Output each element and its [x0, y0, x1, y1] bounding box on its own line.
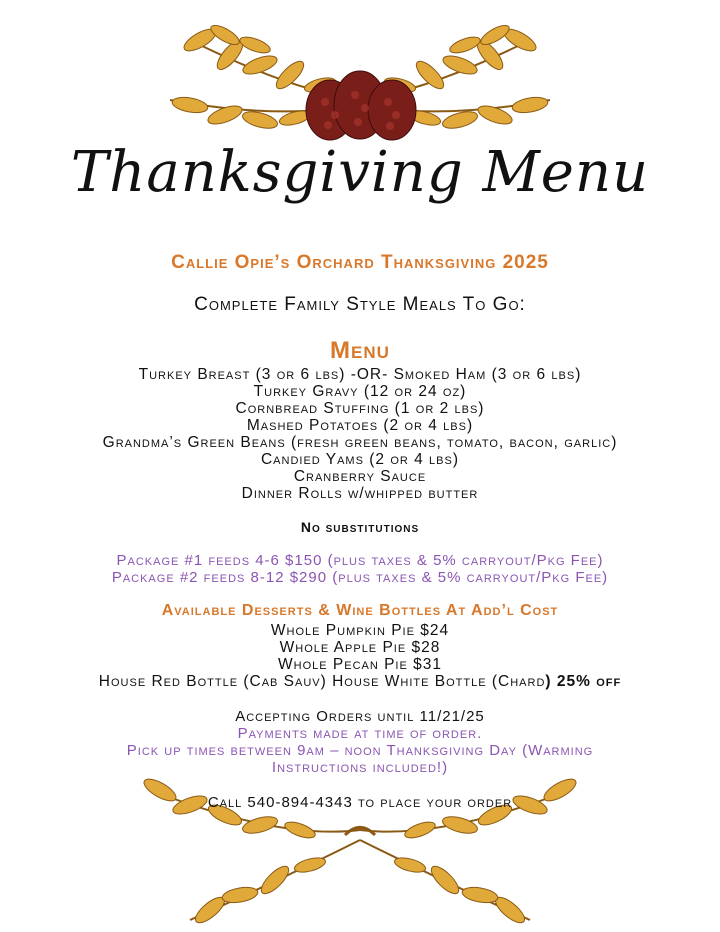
dessert-list [0, 622, 720, 690]
page-title: Thanksgiving Menu [70, 140, 650, 205]
menu-item: Mashed Potatoes (2 or 4 lbs) [246, 417, 474, 434]
package-item: Package #1 feeds 4-6 $150 (plus taxes & 5% carryout/Pkg Fee) [116, 552, 604, 569]
order-info [0, 708, 720, 776]
dessert-item: Whole Pecan Pie $31 [278, 656, 442, 673]
menu-item: Grandma’s Green Beans (fresh green beans, tomato, bacon, garlic) [102, 434, 618, 451]
pickup-note: Pick up times between 9am – noon Thanksgiving Day (Warming [126, 742, 594, 759]
order-deadline: Accepting Orders until 11/21/25 [235, 708, 485, 725]
package-list [0, 552, 720, 586]
wine-item [0, 673, 720, 690]
package-item: Package #2 feeds 8-12 $290 (plus taxes & 5% carryout/Pkg Fee) [111, 569, 609, 586]
wine-discount: ) 25% off [545, 673, 622, 690]
menu-item: Turkey Breast (3 or 6 lbs) -OR- Smoked Ham (3 or 6 lbs) [138, 366, 582, 383]
no-substitutions-note: No substitutions [300, 519, 420, 535]
dessert-item: Whole Pumpkin Pie $24 [270, 622, 450, 639]
pickup-note-continued: Instructions included!) [271, 759, 449, 776]
menu-item: Dinner Rolls w/whipped butter [241, 485, 479, 502]
call-to-order: Call 540-894-4343 to place your order [207, 794, 513, 811]
menu-item: Cornbread Stuffing (1 or 2 lbs) [235, 400, 485, 417]
menu-item: Candied Yams (2 or 4 lbs) [260, 451, 460, 468]
menu-item: Cranberry Sauce [293, 468, 427, 485]
menu-heading: Menu [330, 337, 390, 364]
subtitle: Callie Opie’s Orchard Thanksgiving 2025 [171, 252, 549, 273]
dessert-item: Whole Apple Pie $28 [279, 639, 441, 656]
wine-text: House Red Bottle (Cab Sauv) House White Bottle (Chard [98, 673, 546, 690]
desserts-heading: Available Desserts & Wine Bottles At Add’l Cost [161, 602, 559, 619]
menu-item: Turkey Gravy (12 or 24 oz) [253, 383, 467, 400]
payment-note: Payments made at time of order. [237, 725, 483, 742]
meals-heading: Complete Family Style Meals To Go: [194, 294, 526, 315]
menu-item-list [0, 366, 720, 502]
